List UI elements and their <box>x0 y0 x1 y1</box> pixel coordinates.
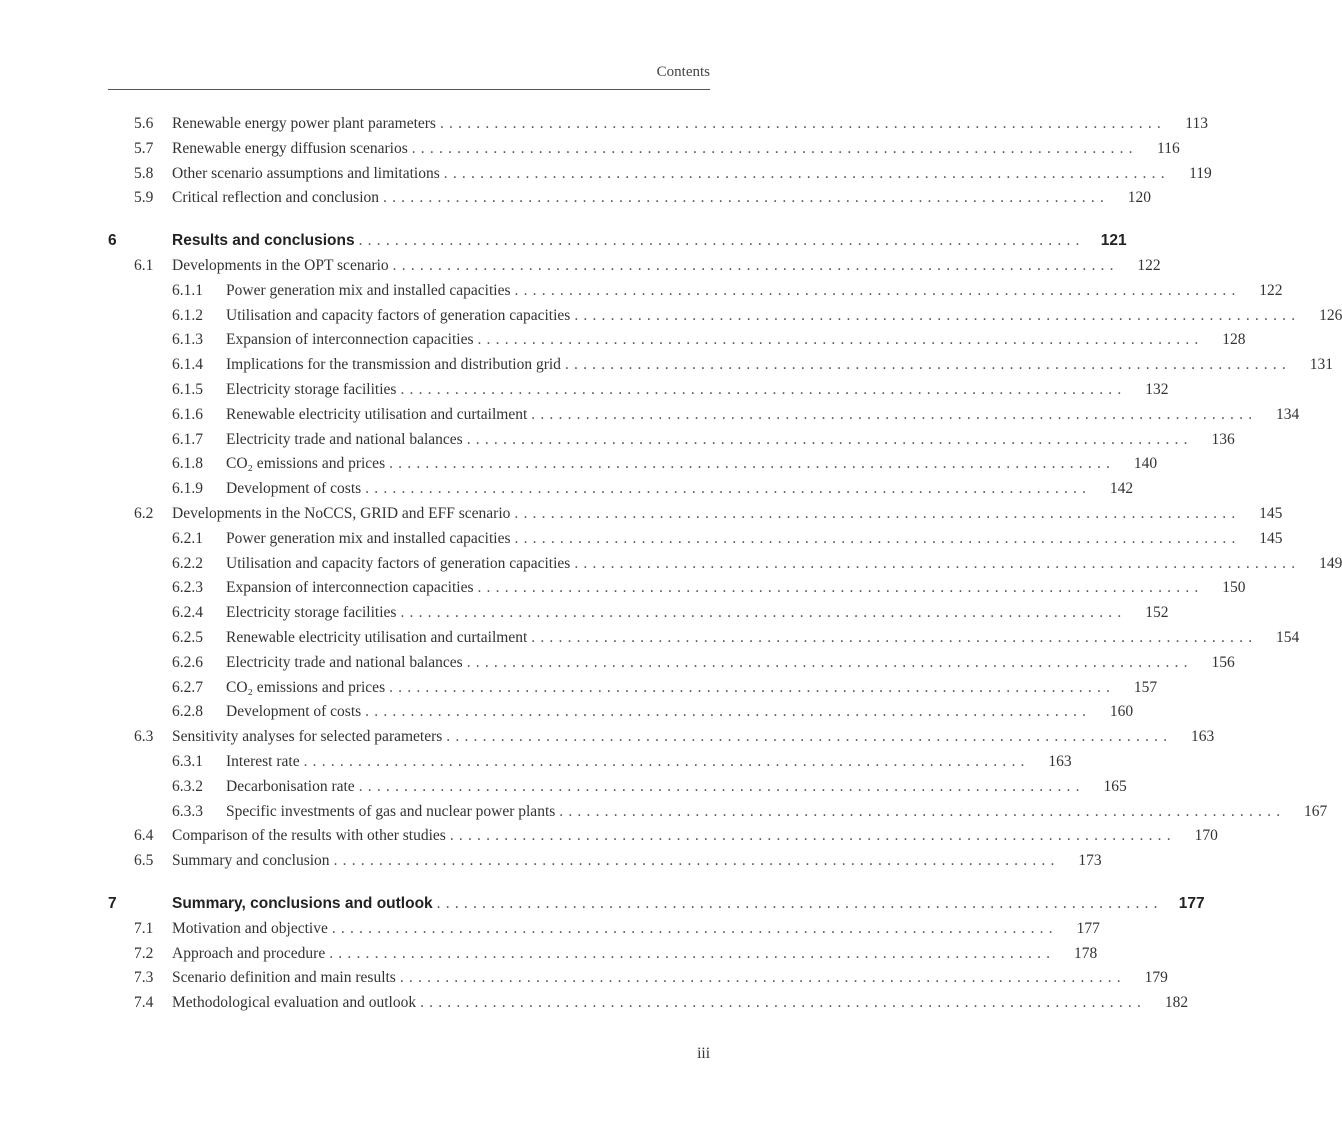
entry-page: 154 <box>1276 628 1300 646</box>
entry-title: Renewable electricity utilisation and curtailment <box>226 628 528 646</box>
entry-page: 177 <box>1178 894 1205 912</box>
entry-number: 6.1.8 <box>172 455 203 473</box>
entry-page: 167 <box>1304 802 1328 820</box>
toc-entry[interactable] <box>108 917 1100 942</box>
entry-title: Expansion of interconnection capacities <box>226 331 474 349</box>
entry-page: 131 <box>1309 356 1333 374</box>
toc-entry[interactable] <box>108 477 1134 502</box>
running-header: Contents <box>656 64 710 80</box>
entry-title: Power generation mix and installed capacities <box>226 281 511 299</box>
toc-entry[interactable] <box>108 750 1072 775</box>
toc-entry[interactable] <box>108 824 1218 849</box>
toc-entry[interactable] <box>108 378 1169 403</box>
entry-title: Comparison of the results with other studies <box>172 827 446 845</box>
dot-leader: ................................................................................ <box>514 529 1241 547</box>
entry-number: 6.2.7 <box>172 678 203 696</box>
entry-number: 5.9 <box>134 189 154 207</box>
dot-leader: ................................................................................ <box>531 405 1258 423</box>
toc-entry[interactable] <box>108 186 1152 211</box>
entry-number: 7.3 <box>134 969 154 987</box>
entry-number: 7 <box>108 894 117 912</box>
entry-page: 173 <box>1078 852 1102 870</box>
entry-title: Methodological evaluation and outlook <box>172 994 417 1012</box>
dot-leader: ................................................................................ <box>358 232 1085 250</box>
dot-leader: ................................................................................ <box>514 504 1241 522</box>
entry-number: 6.2.3 <box>172 579 203 597</box>
dot-leader: ................................................................................ <box>303 752 1030 770</box>
page-number: iii <box>697 1045 710 1062</box>
toc-entry[interactable] <box>108 328 1246 353</box>
toc-entry[interactable] <box>108 651 1235 676</box>
dot-leader: ................................................................................ <box>411 139 1138 157</box>
entry-number: 6.3.3 <box>172 802 203 820</box>
entry-title: Developments in the OPT scenario <box>172 256 389 274</box>
entry-page: 160 <box>1109 703 1134 721</box>
entry-number: 5.7 <box>134 139 154 157</box>
entry-page: 132 <box>1145 380 1169 398</box>
entry-page: 152 <box>1145 604 1169 622</box>
dot-leader: ................................................................................ <box>365 480 1092 498</box>
toc-entry[interactable] <box>108 991 1189 1016</box>
entry-page: 145 <box>1259 529 1283 547</box>
entry-title: Development of costs <box>226 480 362 498</box>
entry-title: Renewable electricity utilisation and curtailment <box>226 405 528 423</box>
header-rule <box>108 89 710 90</box>
entry-number: 6.5 <box>134 852 154 870</box>
dot-leader: ................................................................................ <box>559 802 1286 820</box>
toc-entry[interactable] <box>108 775 1127 800</box>
entry-title: Utilisation and capacity factors of generation capacities <box>226 554 571 572</box>
entry-number: 6.1.1 <box>172 281 203 299</box>
entry-page: 119 <box>1189 164 1212 182</box>
entry-page: 163 <box>1048 752 1072 770</box>
toc-entry[interactable] <box>108 254 1161 279</box>
entry-number: 7.4 <box>134 994 154 1012</box>
entry-number: 7.1 <box>134 919 154 937</box>
entry-title: Results and conclusions <box>172 232 355 250</box>
dot-leader: ................................................................................ <box>420 994 1147 1012</box>
toc-entry[interactable] <box>108 942 1098 967</box>
toc-entry[interactable] <box>108 849 1102 874</box>
dot-leader: ................................................................................ <box>399 969 1126 987</box>
entry-number: 6.1.9 <box>172 480 203 498</box>
toc-entry[interactable] <box>108 137 1180 162</box>
toc-entry[interactable] <box>108 502 1283 527</box>
entry-title: Renewable energy diffusion scenarios <box>172 139 408 157</box>
entry-number: 6 <box>108 232 117 250</box>
toc-entry[interactable] <box>108 304 1342 329</box>
entry-page: 156 <box>1211 653 1235 671</box>
entry-number: 6.3.1 <box>172 752 203 770</box>
entry-title: Electricity trade and national balances <box>226 430 463 448</box>
entry-title: Renewable energy power plant parameters <box>172 115 436 132</box>
toc-entry[interactable] <box>108 112 1208 137</box>
entry-page: 136 <box>1211 430 1235 448</box>
entry-page: 126 <box>1319 306 1342 324</box>
toc-entry[interactable] <box>108 279 1283 304</box>
entry-title: Other scenario assumptions and limitations <box>172 164 440 182</box>
entry-title: Electricity storage facilities <box>226 380 397 398</box>
entry-title: Utilisation and capacity factors of generation capacities <box>226 306 571 324</box>
dot-leader: ................................................................................ <box>439 115 1166 132</box>
entry-page: 150 <box>1222 579 1246 597</box>
dot-leader: ................................................................................ <box>329 944 1056 962</box>
entry-title: CO₂ emissions and prices <box>226 678 386 696</box>
dot-leader: ................................................................................ <box>574 554 1301 572</box>
entry-page: 122 <box>1259 281 1283 299</box>
entry-title: Expansion of interconnection capacities <box>226 579 474 597</box>
entry-page: 157 <box>1133 678 1158 696</box>
dot-leader: ................................................................................ <box>477 331 1204 349</box>
dot-leader: ................................................................................ <box>514 281 1241 299</box>
entry-page: 163 <box>1191 728 1215 746</box>
toc-entry[interactable] <box>108 353 1333 378</box>
entry-page: 140 <box>1133 455 1158 473</box>
toc-chapter[interactable] <box>108 229 1127 254</box>
entry-number: 6.2.4 <box>172 604 203 622</box>
entry-page: 120 <box>1127 189 1152 207</box>
entry-page: 170 <box>1194 827 1218 845</box>
entry-title: Electricity storage facilities <box>226 604 397 622</box>
toc-entry[interactable] <box>108 676 1158 701</box>
entry-title: Electricity trade and national balances <box>226 653 463 671</box>
entry-title: Implications for the transmission and distribution grid <box>226 356 561 374</box>
entry-number: 6.2.8 <box>172 703 203 721</box>
dot-leader: ................................................................................ <box>446 728 1173 746</box>
entry-title: Summary and conclusion <box>172 852 330 870</box>
dot-leader: ................................................................................ <box>333 852 1060 870</box>
entry-page: 121 <box>1100 232 1127 250</box>
dot-leader: ................................................................................ <box>358 777 1085 795</box>
toc-entry[interactable] <box>108 527 1283 552</box>
toc-entry[interactable] <box>108 162 1212 187</box>
entry-page: 134 <box>1276 405 1300 423</box>
entry-title: Motivation and objective <box>172 919 328 937</box>
entry-number: 6.3 <box>134 728 154 746</box>
entry-title: Developments in the NoCCS, GRID and EFF scenario <box>172 504 511 522</box>
dot-leader: ................................................................................ <box>392 256 1119 274</box>
entry-page: 145 <box>1259 504 1283 522</box>
dot-leader: ................................................................................ <box>436 894 1163 912</box>
toc-entry[interactable] <box>108 966 1168 991</box>
dot-leader: ................................................................................ <box>574 306 1301 324</box>
entry-page: 116 <box>1157 139 1180 157</box>
toc-entry[interactable] <box>108 576 1246 601</box>
entry-page: 122 <box>1137 256 1161 274</box>
toc-entry[interactable] <box>108 601 1169 626</box>
entry-number: 6.1.3 <box>172 331 203 349</box>
entry-page: 128 <box>1222 331 1246 349</box>
entry-number: 6.4 <box>134 827 154 845</box>
dot-leader: ................................................................................ <box>564 356 1291 374</box>
toc-entry[interactable] <box>108 626 1300 651</box>
entry-number: 6.2.5 <box>172 628 203 646</box>
entry-number: 6.1.7 <box>172 430 203 448</box>
dot-leader: ................................................................................ <box>389 678 1116 696</box>
toc-entry[interactable] <box>108 403 1300 428</box>
entry-number: 5.8 <box>134 164 154 182</box>
dot-leader: ................................................................................ <box>400 380 1127 398</box>
entry-number: 6.2.2 <box>172 554 203 572</box>
toc-entry[interactable] <box>108 452 1158 477</box>
entry-page: 113 <box>1185 115 1208 132</box>
dot-leader: ................................................................................ <box>443 164 1170 182</box>
toc-entry[interactable] <box>108 552 1342 577</box>
dot-leader: ................................................................................ <box>449 827 1176 845</box>
toc-entry[interactable] <box>108 428 1235 453</box>
entry-page: 179 <box>1144 969 1168 987</box>
entry-number: 6.1 <box>134 256 154 274</box>
entry-title: Power generation mix and installed capacities <box>226 529 511 547</box>
entry-page: 149 <box>1319 554 1342 572</box>
entry-number: 6.1.6 <box>172 405 203 423</box>
dot-leader: ................................................................................ <box>466 430 1193 448</box>
entry-number: 6.3.2 <box>172 777 203 795</box>
entry-title: Scenario definition and main results <box>172 969 396 987</box>
dot-leader: ................................................................................ <box>383 189 1110 207</box>
entry-page: 182 <box>1164 994 1189 1012</box>
entry-page: 165 <box>1103 777 1127 795</box>
entry-number: 6.1.5 <box>172 380 203 398</box>
entry-title: Specific investments of gas and nuclear power plants <box>226 802 556 820</box>
entry-title: CO₂ emissions and prices <box>226 455 386 473</box>
toc-entry[interactable] <box>108 800 1328 825</box>
entry-number: 6.2 <box>134 504 154 522</box>
entry-number: 6.1.4 <box>172 356 203 374</box>
entry-title: Approach and procedure <box>172 944 326 962</box>
toc-entry[interactable] <box>108 725 1215 750</box>
entry-page: 177 <box>1076 919 1100 937</box>
entry-title: Development of costs <box>226 703 362 721</box>
table-of-contents <box>108 112 1342 1016</box>
dot-leader: ................................................................................ <box>389 455 1116 473</box>
dot-leader: ................................................................................ <box>365 703 1092 721</box>
entry-title: Interest rate <box>226 752 300 770</box>
entry-title: Critical reflection and conclusion <box>172 189 380 207</box>
entry-number: 5.6 <box>134 115 154 132</box>
toc-entry[interactable] <box>108 700 1134 725</box>
dot-leader: ................................................................................ <box>466 653 1193 671</box>
entry-number: 6.2.6 <box>172 653 203 671</box>
entry-page: 178 <box>1073 944 1098 962</box>
toc-chapter[interactable] <box>108 892 1205 917</box>
entry-title: Summary, conclusions and outlook <box>172 894 433 912</box>
dot-leader: ................................................................................ <box>531 628 1258 646</box>
dot-leader: ................................................................................ <box>331 919 1058 937</box>
entry-number: 6.1.2 <box>172 306 203 324</box>
dot-leader: ................................................................................ <box>477 579 1204 597</box>
entry-title: Sensitivity analyses for selected parameters <box>172 728 443 746</box>
entry-page: 142 <box>1109 480 1134 498</box>
entry-number: 7.2 <box>134 944 154 962</box>
dot-leader: ................................................................................ <box>400 604 1127 622</box>
entry-title: Decarbonisation rate <box>226 777 355 795</box>
entry-number: 6.2.1 <box>172 529 203 547</box>
